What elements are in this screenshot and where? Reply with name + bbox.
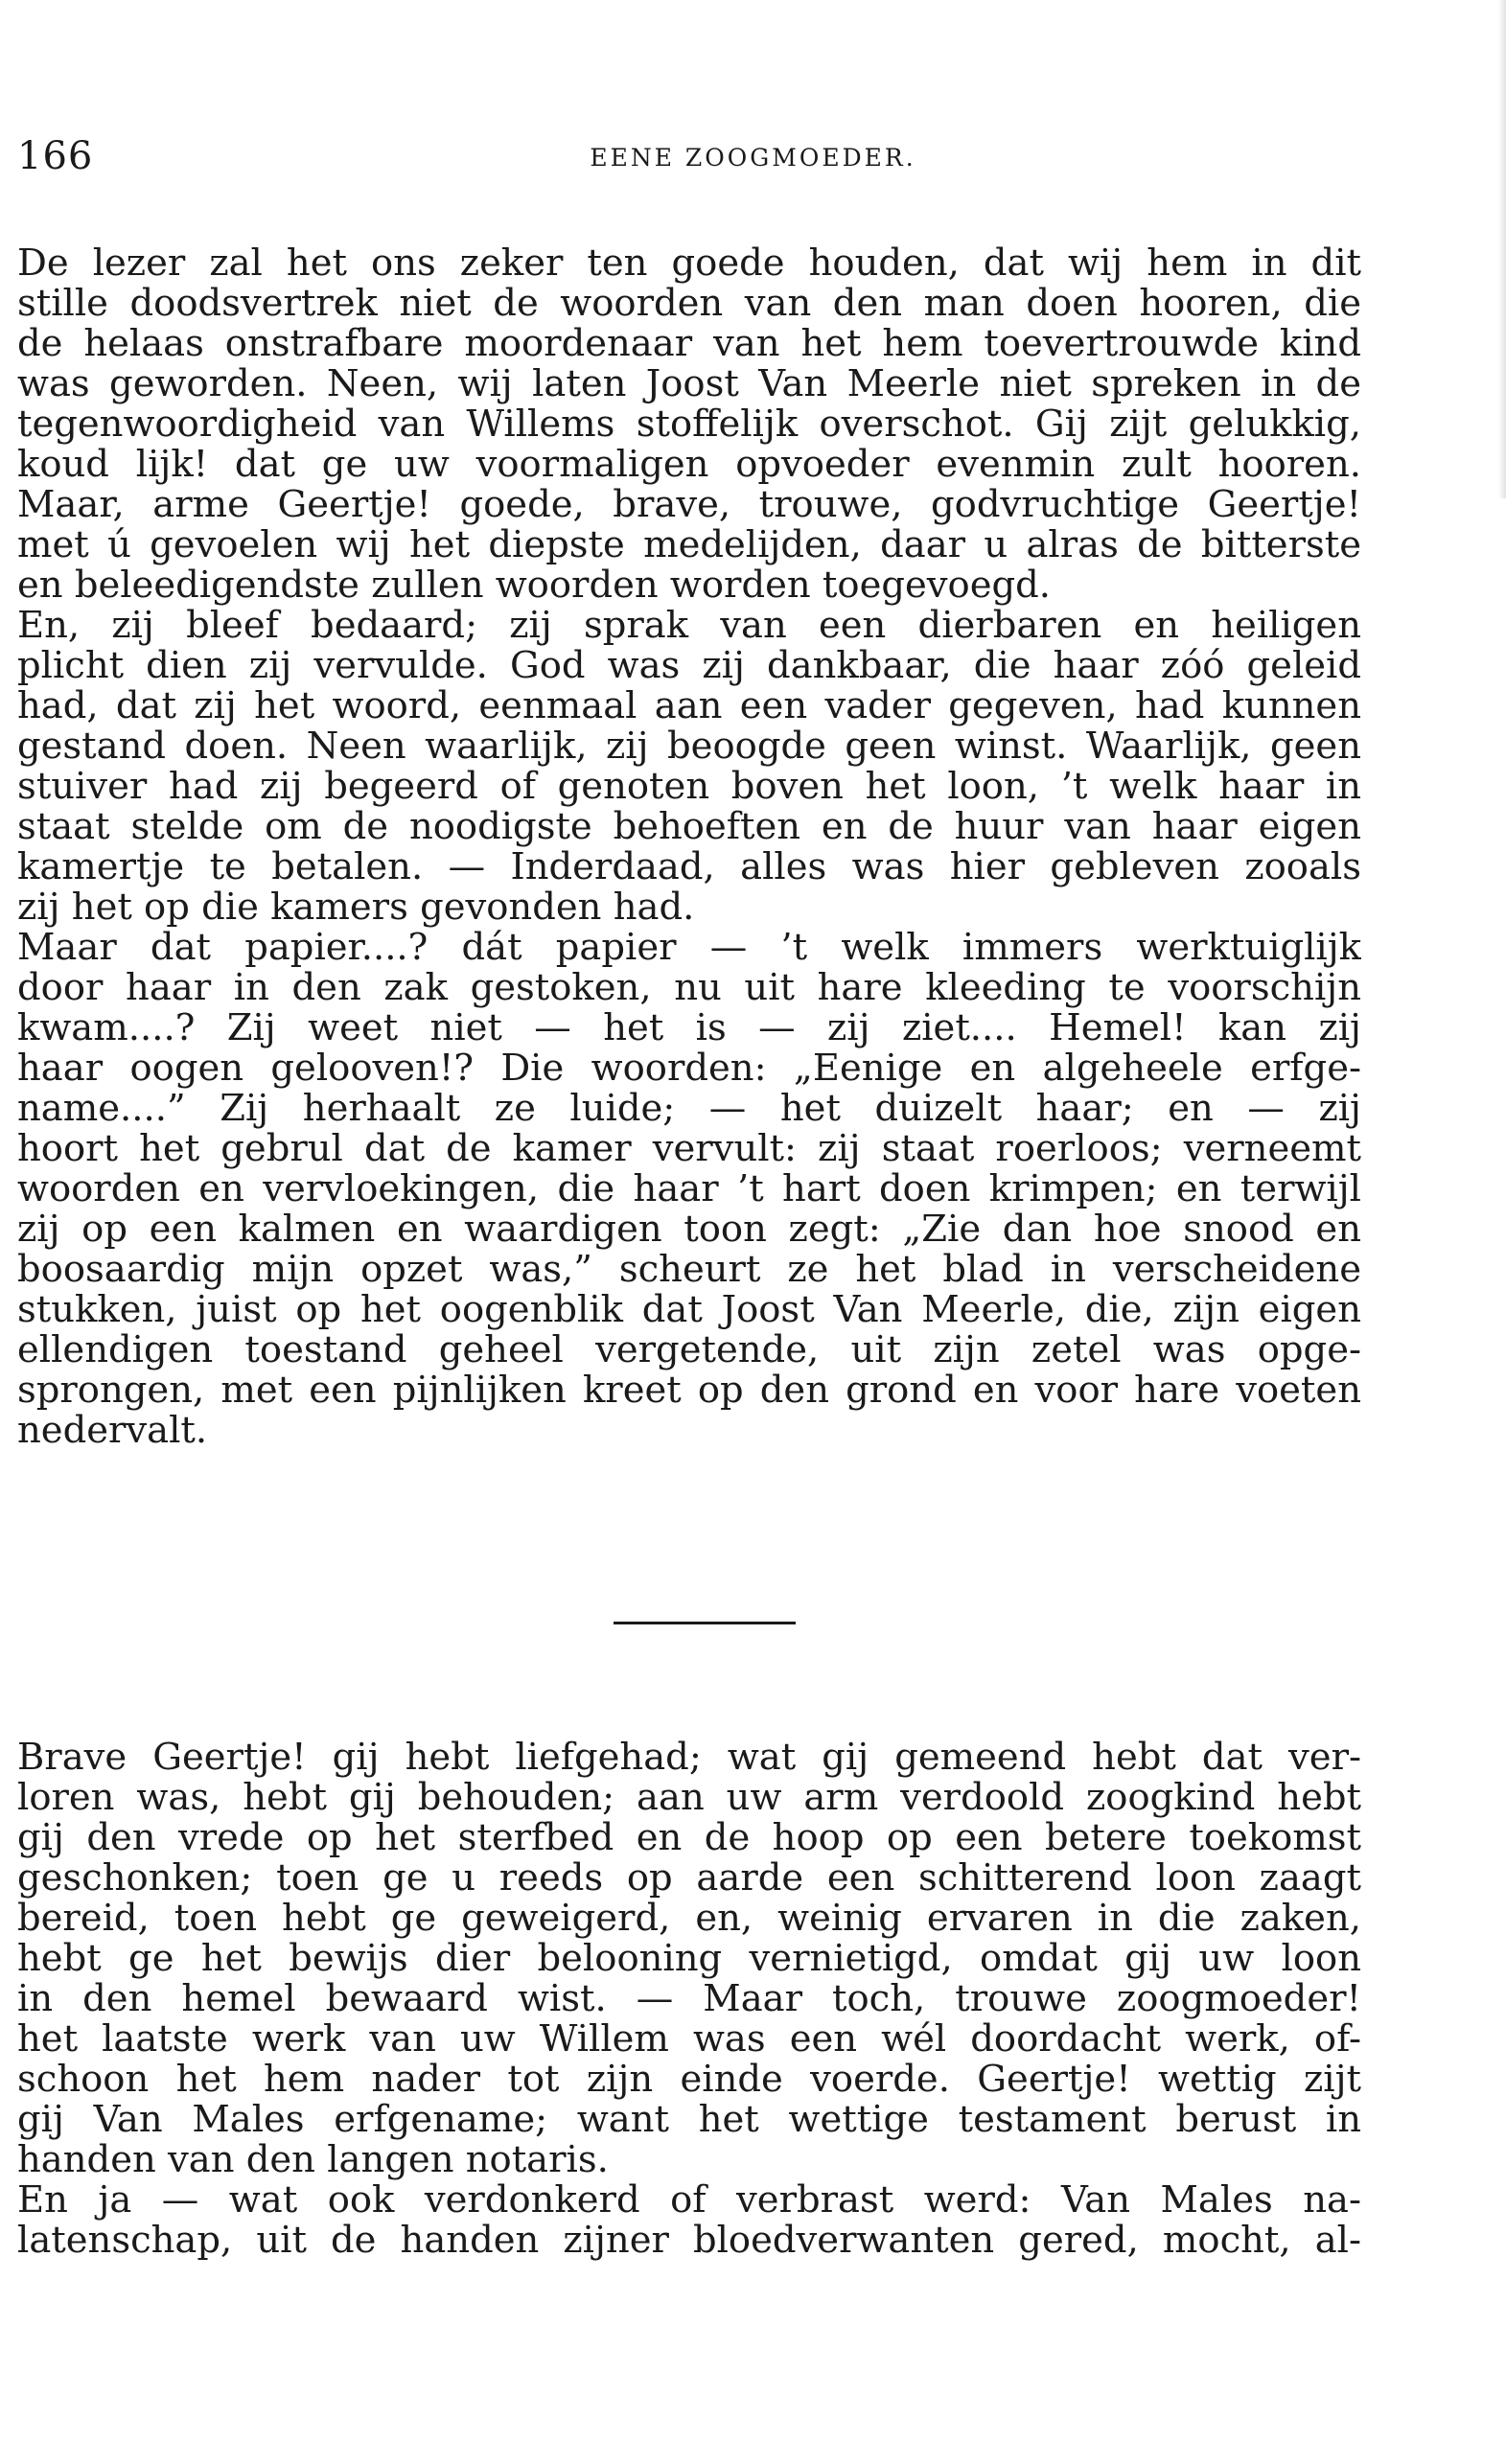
text-line: stuiver had zij begeerd of genoten boven het loon, ’t welk haar in (17, 765, 1361, 808)
text-line: gij Van Males erfgename; want het wettige testament berust in (17, 2098, 1361, 2141)
text-line: gestand doen. Neen waarlijk, zij beoogde geen winst. Waarlijk, geen (17, 725, 1361, 768)
text-line: plicht dien zij vervulde. God was zij dankbaar, die haar zóó geleid (17, 644, 1361, 687)
text-line: door haar in den zak gestoken, nu uit hare kleeding te voorschijn (17, 966, 1361, 1009)
text-line: in den hemel bewaard wist. — Maar toch, trouwe zoogmoeder! (17, 1977, 1361, 2020)
text-line: staat stelde om de noodigste behoeften en de huur van haar eigen (17, 805, 1361, 848)
text-line: woorden en vervloekingen, die haar ’t hart doen krimpen; en terwijl (17, 1167, 1361, 1210)
text-line: name....” Zij herhaalt ze luide; — het duizelt haar; en — zij (17, 1087, 1361, 1130)
text-line: Brave Geertje! gij hebt liefgehad; wat gij gemeend hebt dat ver- (17, 1736, 1361, 1779)
text-line: kwam....? Zij weet niet — het is — zij ziet.... Hemel! kan zij (17, 1006, 1361, 1049)
text-line: zij het op die kamers gevonden had. (17, 886, 695, 929)
text-line: haar oogen gelooven!? Die woorden: „Eenige en algeheele erfge- (17, 1047, 1361, 1090)
text-line: en beleedigendste zullen woorden worden toegevoegd. (17, 564, 1052, 607)
text-line: sprongen, met een pijnlijken kreet op den grond en voor hare voeten (17, 1369, 1361, 1412)
text-line: geschonken; toen ge u reeds op aarde een schitterend loon zaagt (17, 1856, 1361, 1900)
text-line: had, dat zij het woord, eenmaal aan een vader gegeven, had kunnen (17, 684, 1361, 727)
text-line: boosaardig mijn opzet was,” scheurt ze het blad in verscheidene (17, 1248, 1361, 1291)
text-line: De lezer zal het ons zeker ten goede houden, dat wij hem in dit (17, 242, 1361, 285)
running-title: EENE ZOOGMOEDER. (590, 144, 916, 172)
text-line: schoon het hem nader tot zijn einde voerde. Geertje! wettig zijt (17, 2058, 1361, 2101)
text-line: hoort het gebrul dat de kamer vervult: zij staat roerloos; verneemt (17, 1127, 1361, 1170)
text-line: En ja — wat ook verdonkerd of verbrast werd: Van Males na- (17, 2178, 1361, 2222)
page-number: 166 (17, 134, 94, 178)
text-line: loren was, hebt gij behouden; aan uw arm verdoold zoogkind hebt (17, 1776, 1361, 1819)
text-line: En, zij bleef bedaard; zij sprak van een dierbaren en heiligen (17, 604, 1361, 647)
page-edge-shadow (1498, 0, 1506, 498)
text-line: koud lijk! dat ge uw voormaligen opvoeder evenmin zult hooren. (17, 443, 1361, 486)
text-line: de helaas onstrafbare moordenaar van het hem toevertrouwde kind (17, 322, 1361, 365)
text-line: hebt ge het bewijs dier belooning vernietigd, omdat gij uw loon (17, 1937, 1361, 1980)
text-line: handen van den langen notaris. (17, 2138, 609, 2181)
text-line: bereid, toen hebt ge geweigerd, en, weinig ervaren in die zaken, (17, 1897, 1361, 1940)
text-line: latenschap, uit de handen zijner bloedverwanten gered, mocht, al- (17, 2219, 1361, 2262)
section-divider (614, 1622, 796, 1624)
text-line: was geworden. Neen, wij laten Joost Van Meerle niet spreken in de (17, 362, 1361, 405)
text-line: gij den vrede op het sterfbed en de hoop op een betere toekomst (17, 1816, 1361, 1859)
text-line: nedervalt. (17, 1409, 208, 1452)
text-line: Maar, arme Geertje! goede, brave, trouwe, godvruchtige Geertje! (17, 483, 1361, 526)
text-line: zij op een kalmen en waardigen toon zegt: „Zie dan hoe snood en (17, 1208, 1361, 1251)
text-line: Maar dat papier....? dát papier — ’t welk immers werktuiglijk (17, 926, 1361, 969)
text-line: stille doodsvertrek niet de woorden van den man doen hooren, die (17, 282, 1361, 325)
text-line: kamertje te betalen. — Inderdaad, alles was hier gebleven zooals (17, 845, 1361, 888)
text-line: tegenwoordigheid van Willems stoffelijk overschot. Gij zijt gelukkig, (17, 403, 1361, 446)
text-line: ellendigen toestand geheel vergetende, uit zijn zetel was opge- (17, 1328, 1361, 1371)
text-line: stukken, juist op het oogenblik dat Joost Van Meerle, die, zijn eigen (17, 1288, 1361, 1331)
text-line: het laatste werk van uw Willem was een wél doordacht werk, of- (17, 2017, 1361, 2061)
text-line: met ú gevoelen wij het diepste medelijden, daar u alras de bitterste (17, 523, 1361, 566)
